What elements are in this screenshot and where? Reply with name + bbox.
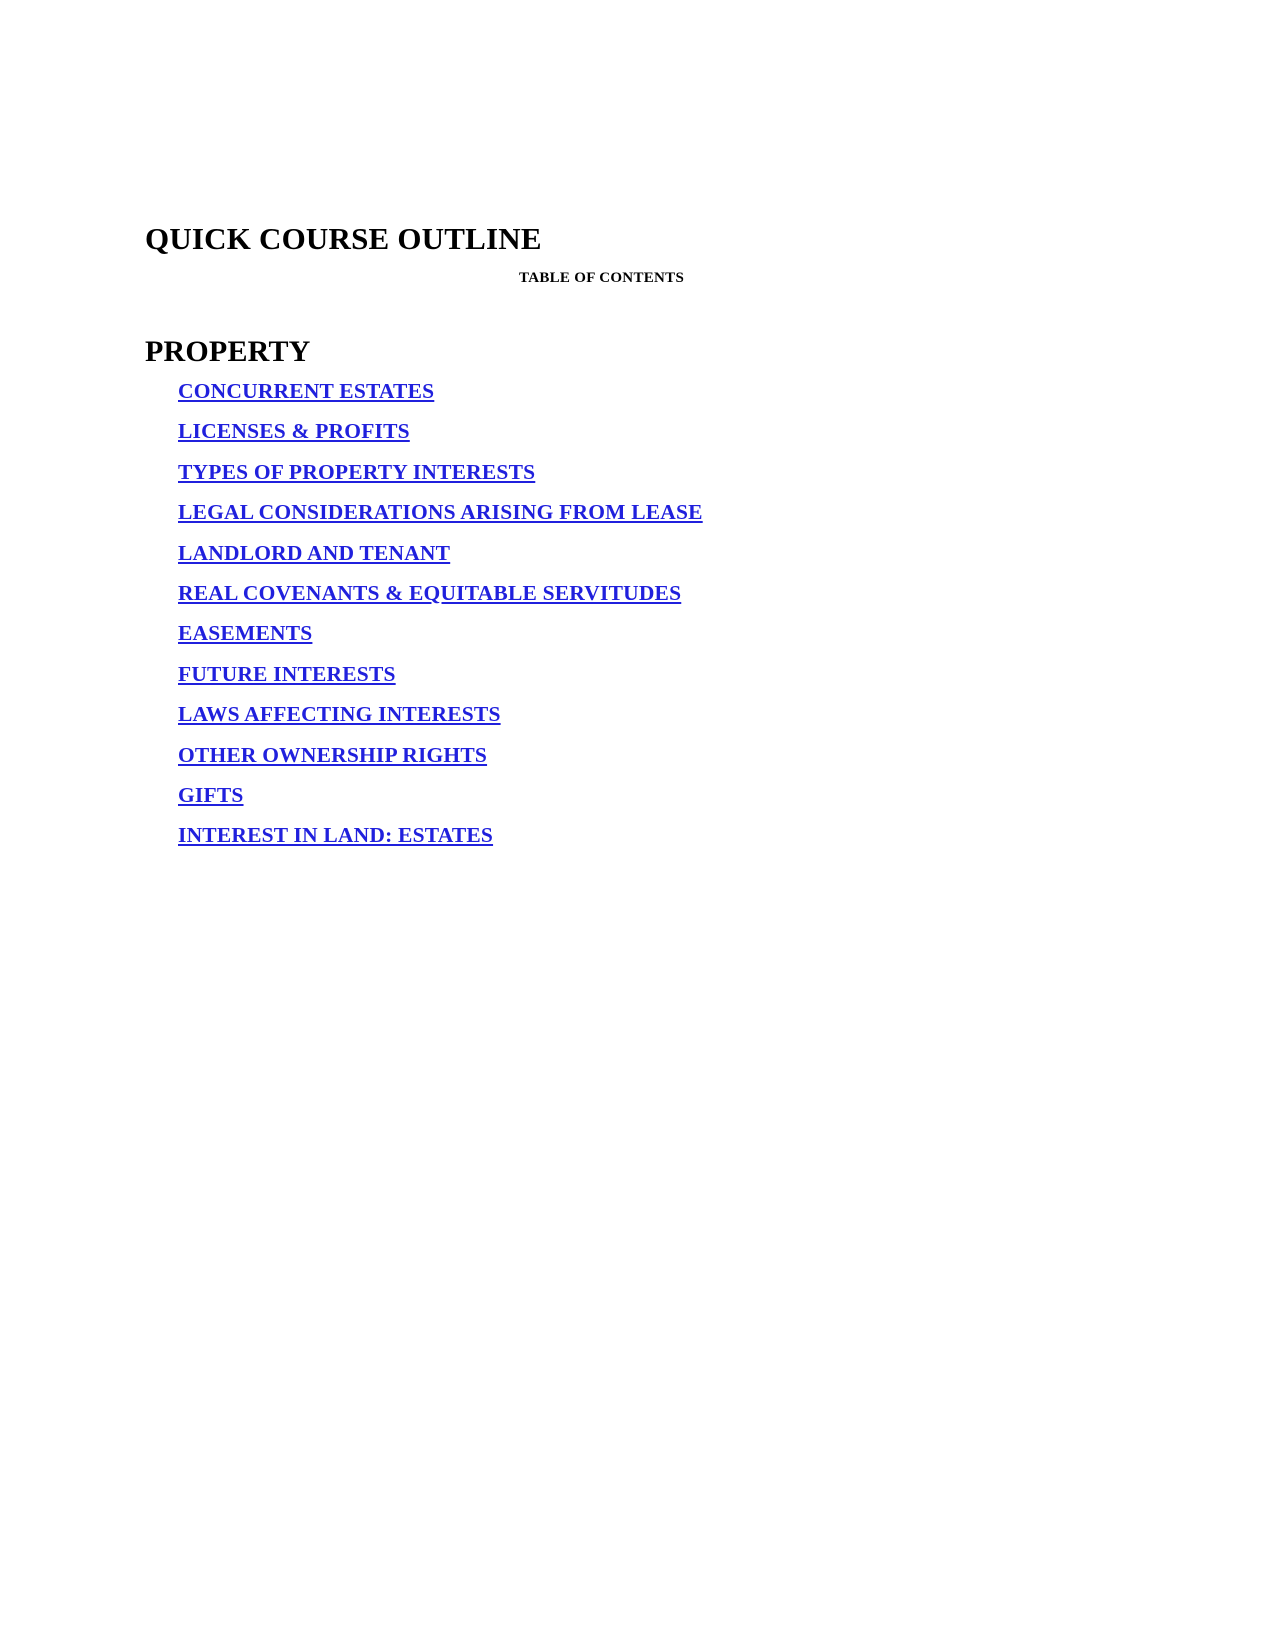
toc-link-interest-in-land-estates[interactable]: INTEREST IN LAND: ESTATES xyxy=(178,823,494,848)
table-of-contents-list xyxy=(178,374,1078,859)
toc-link-future-interests[interactable]: FUTURE INTERESTS xyxy=(178,661,396,686)
toc-link-concurrent-estates[interactable]: CONCURRENT ESTATES xyxy=(178,379,435,403)
list-item xyxy=(178,576,1078,616)
list-item xyxy=(178,697,1078,737)
toc-link-laws-affecting-interests[interactable]: LAWS AFFECTING INTERESTS xyxy=(178,702,501,727)
section-title-property: PROPERTY xyxy=(145,334,311,368)
toc-link-legal-considerations-arising-from-lease[interactable]: LEGAL CONSIDERATIONS ARISING FROM LEASE xyxy=(178,500,703,525)
list-item xyxy=(178,657,1078,697)
list-item xyxy=(178,536,1078,576)
toc-link-easements[interactable]: EASEMENTS xyxy=(178,621,313,646)
toc-link-types-of-property-interests[interactable]: TYPES OF PROPERTY INTERESTS xyxy=(178,459,536,484)
list-item xyxy=(178,738,1078,778)
list-item xyxy=(178,495,1078,535)
list-item xyxy=(178,374,1078,414)
table-of-contents-label: TABLE OF CONTENTS xyxy=(519,270,685,286)
list-item xyxy=(178,414,1078,454)
list-item xyxy=(178,455,1078,495)
toc-link-gifts[interactable]: GIFTS xyxy=(178,782,244,807)
toc-link-real-covenants-and-equitable-servitudes[interactable]: REAL COVENANTS & EQUITABLE SERVITUDES xyxy=(178,580,682,605)
list-item xyxy=(178,616,1078,656)
list-item xyxy=(178,778,1078,818)
page-title: QUICK COURSE OUTLINE xyxy=(145,220,542,256)
toc-link-landlord-and-tenant[interactable]: LANDLORD AND TENANT xyxy=(178,540,451,565)
toc-link-licenses-and-profits[interactable]: LICENSES & PROFITS xyxy=(178,419,410,444)
toc-link-other-ownership-rights[interactable]: OTHER OWNERSHIP RIGHTS xyxy=(178,742,488,767)
list-item xyxy=(178,818,1078,858)
